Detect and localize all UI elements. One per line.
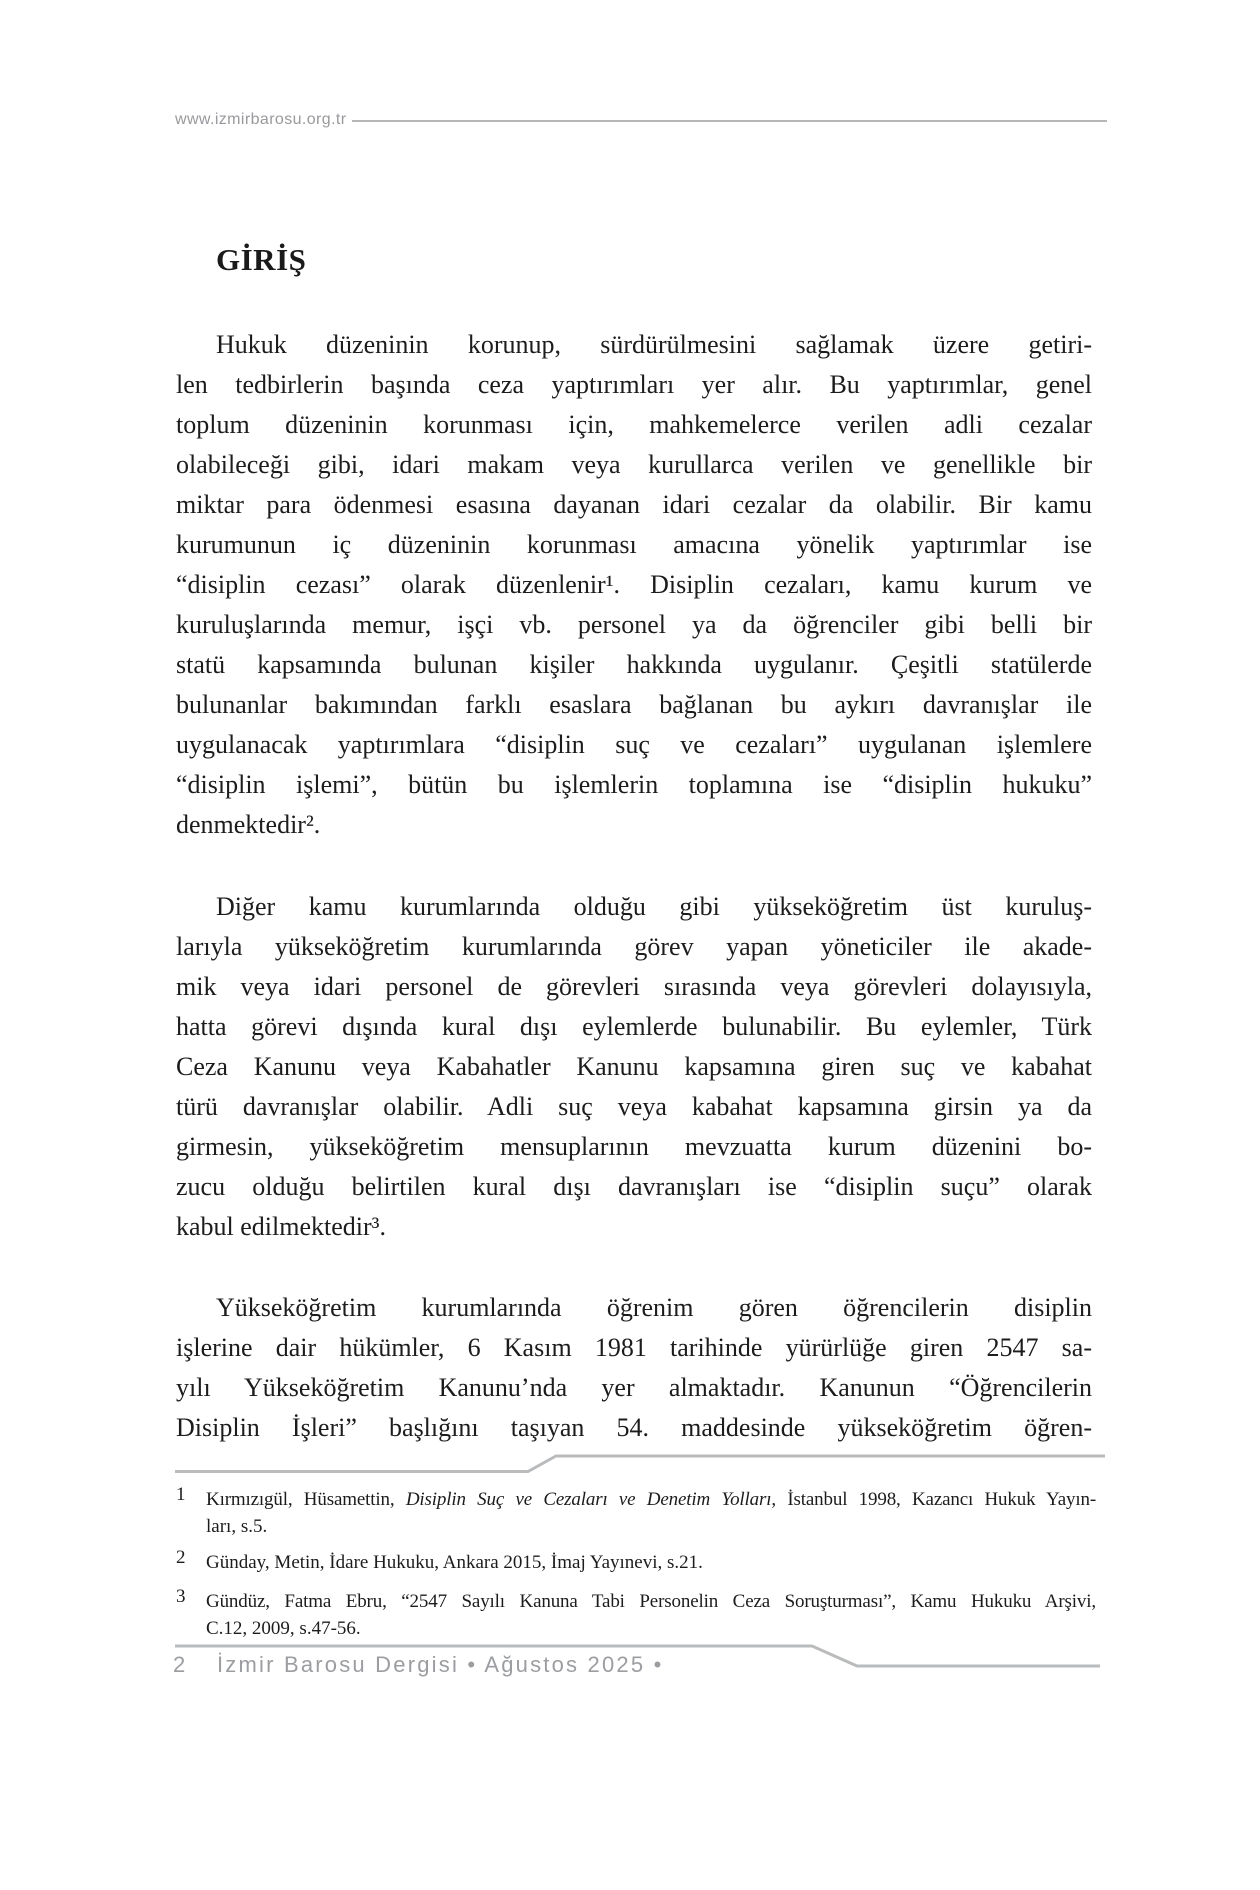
text-line: Yükseköğretim kurumlarında öğrenim gören öğrencilerin disiplin [216,1293,1092,1322]
text-line: denmektedir². [176,810,321,839]
text-line: uygulanacak yaptırımlara “disiplin suç ve cezaları” uygulanan işlemlere [176,730,1092,759]
text-line: girmesin, yükseköğretim mensuplarının mevzuatta kurum düzenini bo- [176,1132,1092,1161]
footnote-1 [176,1486,1096,1540]
footnote-text-part: , İstanbul 1998, Kazancı Hukuk Yayın- [771,1489,1096,1510]
footnote-2 [176,1549,1096,1576]
page-title: GİRİŞ [216,242,307,277]
text-line: Diğer kamu kurumlarında olduğu gibi yükseköğretim üst kuruluş- [216,892,1092,921]
page-number: 2 [173,1652,186,1677]
page-header [175,111,1107,129]
footnote-title-italic: Disiplin Suç ve Cezaları ve Denetim Yolları [405,1489,772,1510]
text-line: miktar para ödenmesi esasına dayanan idari cezalar da olabilir. Bir kamu [176,490,1092,519]
text-line: “disiplin cezası” olarak düzenlenir¹. Disiplin cezaları, kamu kurum ve [176,570,1092,599]
footnote-marker: 1 [176,1484,186,1505]
footnote-marker: 2 [176,1547,186,1568]
footnote-text [206,1486,1096,1513]
text-line: Disiplin İşleri” başlığını taşıyan 54. maddesinde yükseköğretim öğren- [176,1413,1092,1442]
text-line: kuruluşlarında memur, işçi vb. personel ya da öğrenciler gibi belli bir [176,610,1092,639]
footnote-marker: 3 [176,1586,186,1607]
footnote-text: Gündüz, Fatma Ebru, “2547 Sayılı Kanuna Tabi Personelin Ceza Soruşturması”, Kamu Hukuku Arşivi, [206,1591,1096,1612]
text-line: toplum düzeninin korunması için, mahkemelerce verilen adli cezalar [176,410,1092,439]
footnote-separator [175,1456,1105,1472]
text-line: Ceza Kanunu veya Kabahatler Kanunu kapsamına giren suç ve kabahat [176,1052,1092,1081]
paragraph-2 [176,887,1092,1247]
footnote-text: ları, s.5. [206,1516,268,1537]
footnote-text: C.12, 2009, s.47-56. [206,1618,361,1639]
text-line: kurumunun iç düzeninin korunması amacına yönelik yaptırımlar ise [176,530,1092,559]
header-rule [352,120,1107,122]
text-line: “disiplin işlemi”, bütün bu işlemlerin toplamına ise “disiplin hukuku” [176,770,1092,799]
footnote-3 [176,1588,1096,1642]
text-line: mik veya idari personel de görevleri sırasında veya görevleri dolayısıyla, [176,972,1092,1001]
text-line: bulunanlar bakımından farklı esaslara bağlanan bu aykırı davranışlar ile [176,690,1092,719]
journal-name: İzmir Barosu Dergisi • Ağustos 2025 • [217,1652,664,1677]
text-line: türü davranışlar olabilir. Adli suç veya kabahat kapsamına girsin ya da [176,1092,1092,1121]
text-line: kabul edilmektedir³. [176,1212,386,1241]
footnote-text-part: Kırmızıgül, Hüsamettin, [206,1489,406,1510]
text-line: işlerine dair hükümler, 6 Kasım 1981 tarihinde yürürlüğe giren 2547 sa- [176,1333,1092,1362]
footnotes-section [176,1486,1096,1642]
text-line: zucu olduğu belirtilen kural dışı davranışları ise “disiplin suçu” olarak [176,1172,1092,1201]
text-line: len tedbirlerin başında ceza yaptırımları yer alır. Bu yaptırımlar, genel [176,370,1092,399]
text-line: hatta görevi dışında kural dışı eylemlerde bulunabilir. Bu eylemler, Türk [176,1012,1092,1041]
text-line: Hukuk düzeninin korunup, sürdürülmesini sağlamak üzere getiri- [216,330,1092,359]
footnote-text: Günday, Metin, İdare Hukuku, Ankara 2015, İmaj Yayınevi, s.21. [206,1552,703,1573]
paragraph-3 [176,1288,1092,1448]
text-line: yılı Yükseköğretim Kanunu’nda yer almaktadır. Kanunun “Öğrencilerin [176,1373,1092,1402]
text-line: statü kapsamında bulunan kişiler hakkında uygulanır. Çeşitli statülerde [176,650,1092,679]
text-line: olabileceği gibi, idari makam veya kurullarca verilen ve genellikle bir [176,450,1092,479]
header-url: www.izmirbarosu.org.tr [175,111,347,128]
page-footer [173,1652,664,1678]
paragraph-1 [176,325,1092,845]
text-line: larıyla yükseköğretim kurumlarında görev yapan yöneticiler ile akade- [176,932,1092,961]
